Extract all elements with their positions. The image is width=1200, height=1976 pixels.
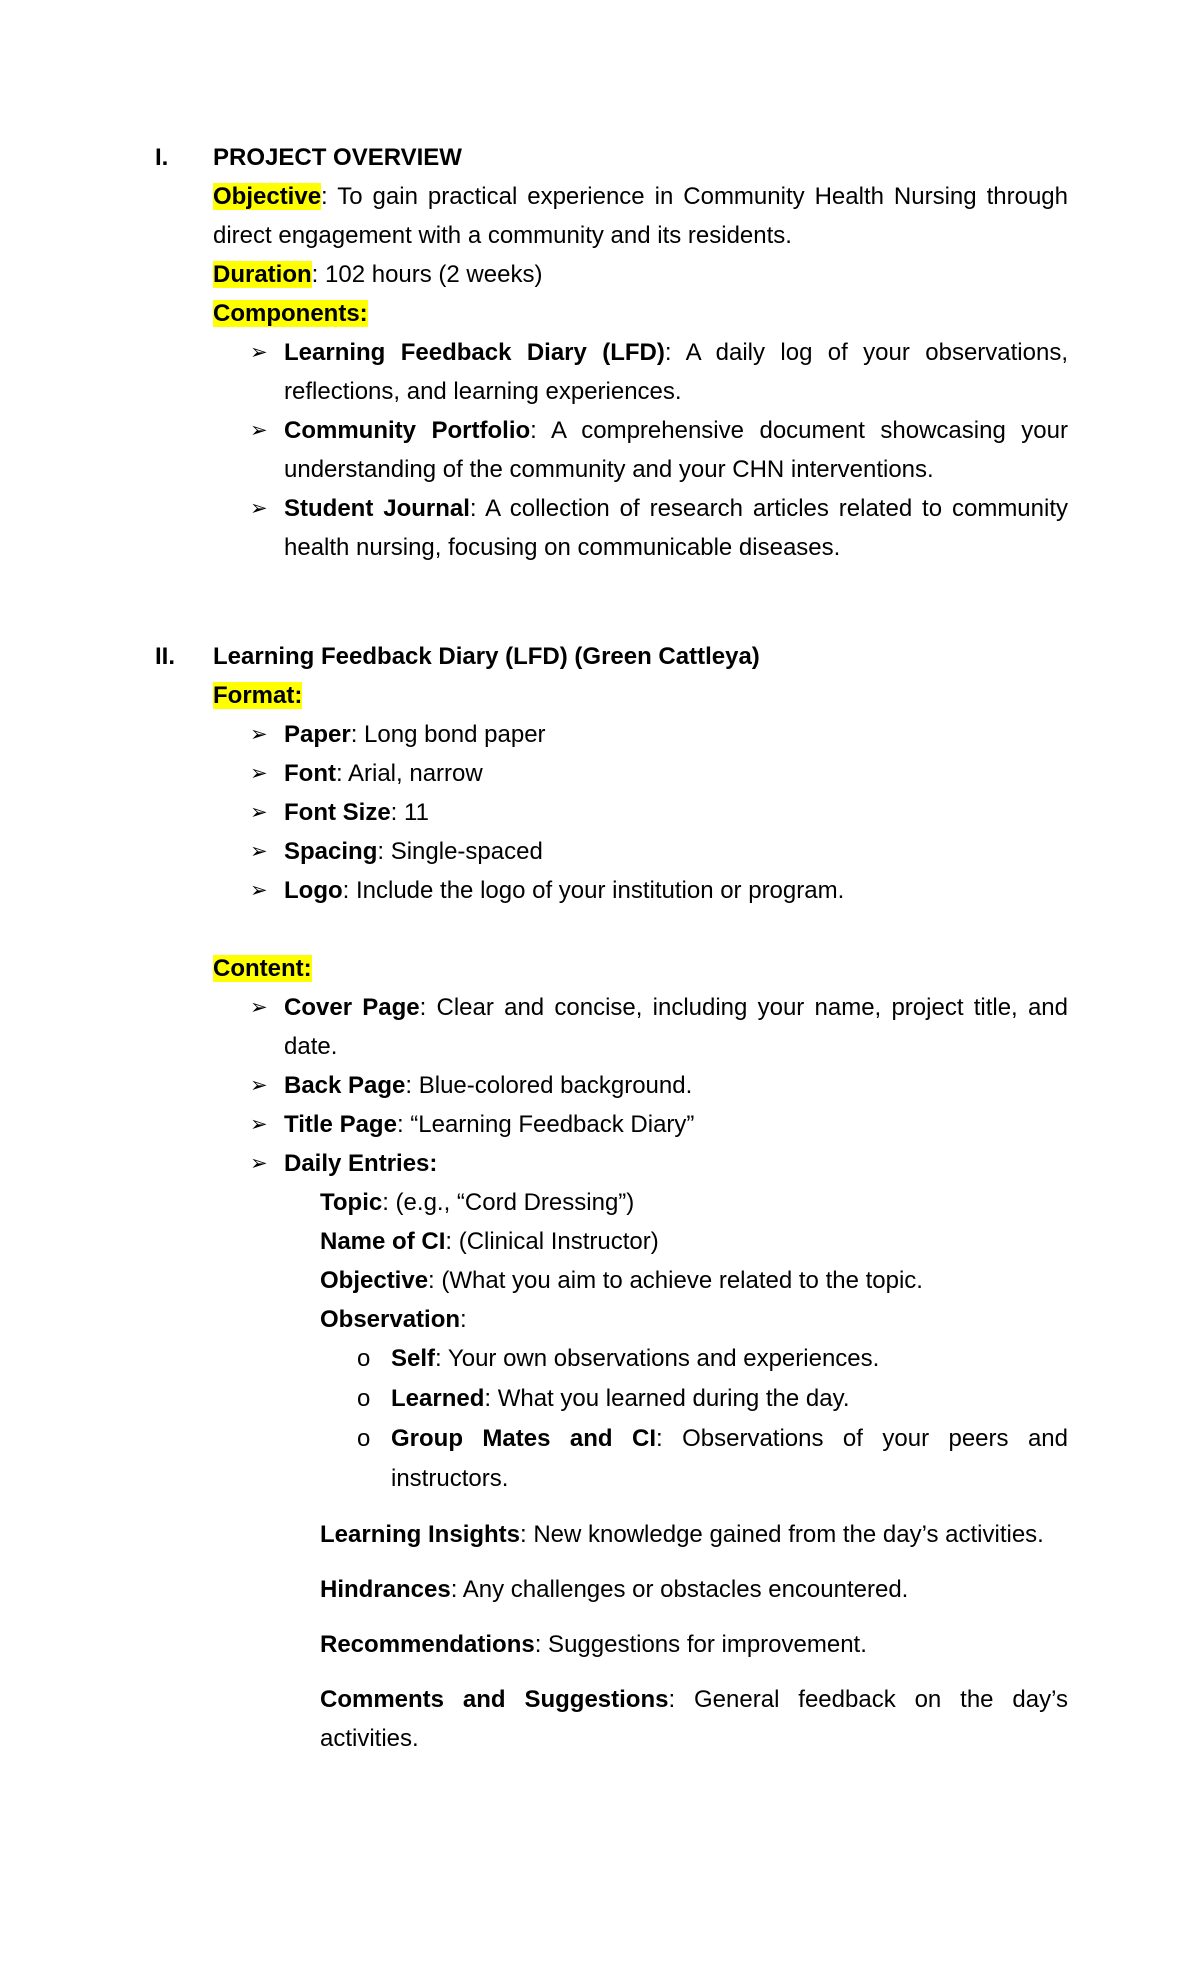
duration-text: : 102 hours (2 weeks)	[311, 261, 543, 288]
list-item	[0, 1339, 1068, 1379]
paragraph-text: : Any challenges or obstacles encountered.	[450, 1576, 909, 1603]
objective-label: Objective	[213, 183, 322, 210]
section-project-overview	[0, 138, 1200, 567]
item-text: : Your own observations and experiences.	[435, 1345, 880, 1372]
field-text: : (Clinical Instructor)	[445, 1228, 659, 1255]
list-item	[0, 832, 1068, 871]
item-label: Self	[391, 1345, 436, 1372]
paragraph-text: : Suggestions for improvement.	[534, 1631, 867, 1658]
list-item	[0, 489, 1068, 567]
arrow-bullet-icon: ➢	[250, 419, 268, 442]
item-label: Daily Entries:	[284, 1150, 438, 1177]
item-label: Font	[284, 760, 336, 787]
item-text: : 11	[390, 799, 429, 826]
objective-text: : To gain practical experience in Community Health Nursing through direct engagement with a community and its residents.	[213, 183, 1068, 249]
item-text: : A daily log of your observations, reflections, and learning experiences.	[284, 339, 1068, 405]
item-label: Paper	[284, 721, 351, 748]
item-label: Community Portfolio	[284, 417, 531, 444]
item-label: Group Mates and CI	[391, 1425, 656, 1452]
paragraph-text: : New knowledge gained from the day’s activities.	[520, 1521, 1044, 1548]
daily-field-observation	[320, 1300, 1068, 1339]
list-item	[0, 1066, 1068, 1105]
item-label: Title Page	[284, 1111, 397, 1138]
format-line	[213, 676, 1068, 715]
arrow-bullet-icon: ➢	[250, 840, 268, 863]
arrow-bullet-icon: ➢	[250, 1113, 268, 1136]
arrow-bullet-icon: ➢	[250, 879, 268, 902]
components-line	[213, 294, 1068, 333]
content-label: Content:	[213, 955, 312, 982]
item-label: Back Page	[284, 1072, 406, 1099]
item-text: : Long bond paper	[350, 721, 546, 748]
item-text: : What you learned during the day.	[484, 1385, 850, 1412]
item-label: Logo	[284, 877, 343, 904]
section-learning-feedback-diary	[0, 637, 1200, 1758]
list-item	[0, 333, 1068, 411]
duration-label: Duration	[213, 261, 312, 288]
section-numeral: II.	[155, 643, 176, 670]
list-item	[0, 871, 1068, 910]
arrow-bullet-icon: ➢	[250, 801, 268, 824]
field-label: Objective	[320, 1267, 429, 1294]
arrow-bullet-icon: ➢	[250, 723, 268, 746]
list-item	[0, 1144, 1068, 1183]
section-title: Learning Feedback Diary (LFD) (Green Cattleya)	[213, 643, 760, 670]
circle-bullet-icon: o	[357, 1385, 371, 1412]
paragraph-label: Comments and Suggestions	[320, 1686, 669, 1713]
list-item	[0, 988, 1068, 1066]
content-line	[213, 949, 1068, 988]
content-list	[0, 988, 1200, 1183]
daily-field-ci	[320, 1222, 1068, 1261]
section-spacer	[0, 567, 1200, 637]
paragraph-label: Learning Insights	[320, 1521, 521, 1548]
arrow-bullet-icon: ➢	[250, 497, 268, 520]
item-label: Font Size	[284, 799, 391, 826]
field-label: Name of CI	[320, 1228, 446, 1255]
block-spacer	[0, 910, 1200, 949]
paragraph-recommendations	[320, 1625, 1068, 1664]
arrow-bullet-icon: ➢	[250, 1074, 268, 1097]
item-label: Learned	[391, 1385, 485, 1412]
arrow-bullet-icon: ➢	[250, 1152, 268, 1175]
field-label: Observation	[320, 1306, 461, 1333]
item-text: : A collection of research articles related to community health nursing, focusing on communicable diseases.	[284, 495, 1069, 561]
circle-bullet-icon: o	[357, 1345, 371, 1372]
item-text: : A comprehensive document showcasing your understanding of the community and your CHN interventions.	[284, 417, 1068, 483]
daily-field-objective	[320, 1261, 1068, 1300]
item-text: : Include the logo of your institution or program.	[342, 877, 845, 904]
objective-line	[213, 177, 1068, 255]
item-text: : “Learning Feedback Diary”	[396, 1111, 695, 1138]
section-numeral: I.	[155, 144, 169, 171]
paragraph-hindrances	[320, 1570, 1068, 1609]
format-list	[0, 715, 1200, 910]
list-item	[0, 754, 1068, 793]
arrow-bullet-icon: ➢	[250, 996, 268, 1019]
item-label: Spacing	[284, 838, 378, 865]
paragraph-comments-suggestions	[320, 1680, 1068, 1758]
section-title: PROJECT OVERVIEW	[213, 144, 462, 171]
field-text: :	[460, 1306, 467, 1333]
item-label: Student Journal	[284, 495, 470, 522]
list-item	[0, 715, 1068, 754]
item-text: : Clear and concise, including your name, project title, and date.	[284, 994, 1068, 1060]
paragraph-label: Recommendations	[320, 1631, 535, 1658]
item-text: : Arial, narrow	[335, 760, 483, 787]
document-body	[0, 138, 1200, 1758]
arrow-bullet-icon: ➢	[250, 341, 268, 364]
observation-list	[0, 1339, 1200, 1499]
field-text: : (What you aim to achieve related to the topic.	[428, 1267, 923, 1294]
item-text: : Observations of your peers and instructors.	[391, 1425, 1068, 1492]
list-item	[0, 1419, 1068, 1499]
list-item	[0, 411, 1068, 489]
section-heading	[0, 637, 1200, 676]
components-list	[0, 333, 1200, 567]
list-item	[0, 793, 1068, 832]
paragraph-learning-insights	[320, 1515, 1068, 1554]
list-item	[0, 1105, 1068, 1144]
item-text: : Blue-colored background.	[405, 1072, 693, 1099]
circle-bullet-icon: o	[357, 1425, 371, 1452]
arrow-bullet-icon: ➢	[250, 762, 268, 785]
paragraph-label: Hindrances	[320, 1576, 451, 1603]
item-text: : Single-spaced	[377, 838, 543, 865]
section-heading	[0, 138, 1200, 177]
components-label: Components:	[213, 300, 368, 327]
field-label: Topic	[320, 1189, 383, 1216]
duration-line	[213, 255, 1068, 294]
field-text: : (e.g., “Cord Dressing”)	[382, 1189, 635, 1216]
format-label: Format:	[213, 682, 303, 709]
paragraph-text: : General feedback on the day’s activities.	[320, 1686, 1068, 1752]
list-item	[0, 1379, 1068, 1419]
daily-field-topic	[320, 1183, 1068, 1222]
item-label: Cover Page	[284, 994, 420, 1021]
item-label: Learning Feedback Diary (LFD)	[284, 339, 665, 366]
